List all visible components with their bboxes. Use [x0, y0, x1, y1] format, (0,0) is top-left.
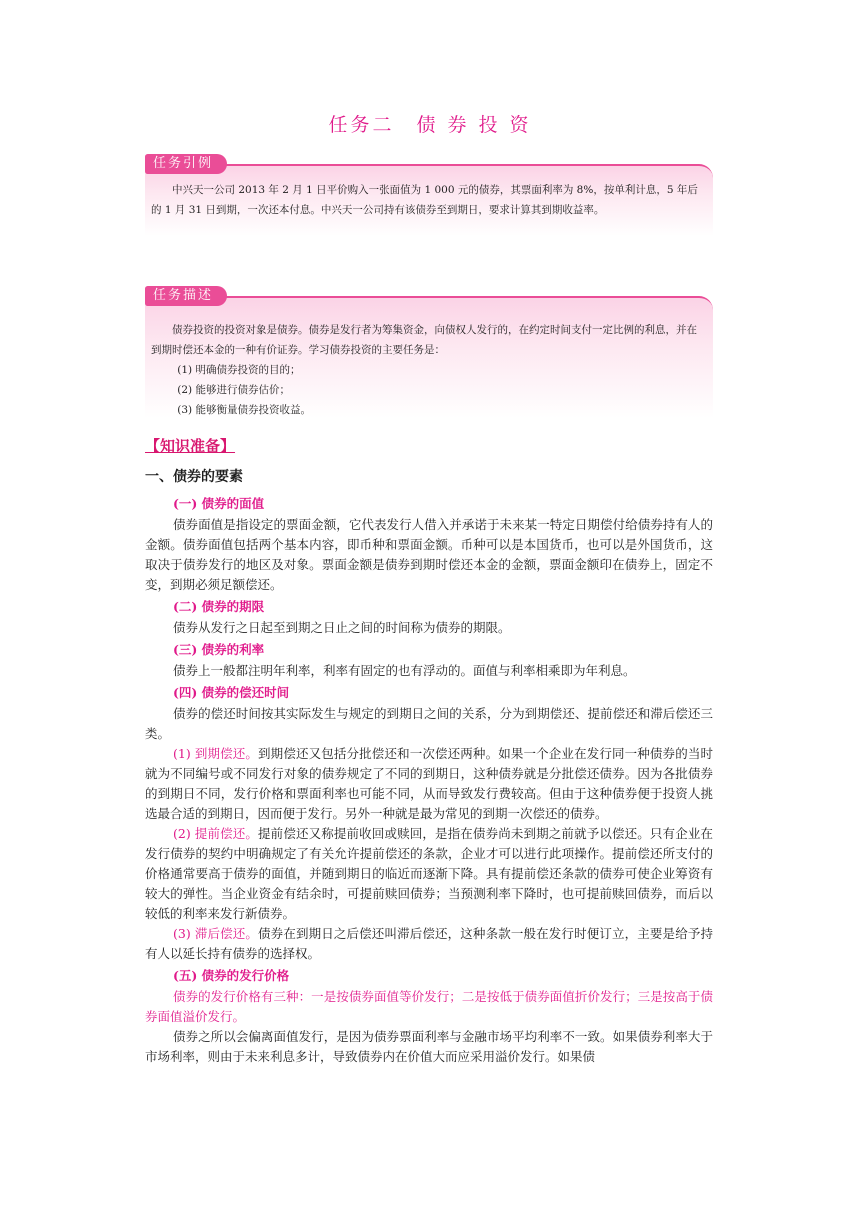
- paragraph: 债券面值是指设定的票面金额，它代表发行人借入并承诺于未来某一特定日期偿付给债券持有人的金额。债券面值包括两个基本内容，即币种和票面金额。币种可以是本国货币，也可以是外国货币，这取决于债券发行的地区及对象。票面金额是债券到期时偿还本金的金额，票面金额印在债券上，固定不变，到期必须足额偿还。: [145, 517, 713, 592]
- paragraph: 债券的偿还时间按其实际发生与规定的到期日之间的关系，分为到期偿还、提前偿还和滞后偿还三类。: [145, 706, 713, 741]
- subsection-heading: (二) 债券的期限: [173, 599, 265, 614]
- knowledge-prep-heading: 【知识准备】: [145, 437, 236, 455]
- item-text: 到期偿还又包括分批偿还和一次偿还两种。如果一个企业在发行同一种债券的当时就为不同编号或不同发行对象的债券规定了不同的到期日，这种债券就是分批偿还债券。因为各批债券的到期日不同，发行价格和票面利率也可能不同，从而导致发行费较高。但由于这种债券便于投资人挑选最合适的到期日，因而便于发行。另外一种就是最为常见的到期一次偿还的债券。: [145, 746, 713, 821]
- task-description-box: [145, 288, 713, 418]
- task-description-tab: 任务描述: [145, 286, 227, 306]
- task-example-tab: 任务引例: [145, 154, 227, 174]
- page-title: 任务二 债 券 投 资: [328, 114, 532, 136]
- item-label: (1) 到期偿还。: [173, 746, 259, 761]
- paragraph: [145, 824, 713, 924]
- task-example-box: [145, 156, 713, 236]
- item-label: (3) 滞后偿还。: [173, 926, 259, 941]
- paragraph: 债券从发行之日起至到期之日止之间的时间称为债券的期限。: [173, 620, 511, 635]
- main-content: [145, 436, 713, 1067]
- subsection-heading: (四) 债券的偿还时间: [173, 685, 290, 700]
- task-description-text: 债券投资的投资对象是债券。债券是发行者为筹集资金，向债权人发行的，在约定时间支付一定比例的利息，并在到期时偿还本金的一种有价证券。学习债券投资的主要任务是：: [151, 324, 697, 356]
- subsection-heading: (一) 债券的面值: [173, 496, 265, 511]
- task-item: (1) 明确债券投资的目的；: [177, 364, 301, 376]
- subsection-heading: (三) 债券的利率: [173, 642, 265, 657]
- paragraph: [145, 744, 713, 824]
- item-text: 债券在到期日之后偿还叫滞后偿还，这种条款一般在发行时便订立，主要是给予持有人以延长持有债券的选择权。: [145, 926, 713, 961]
- item-label: (2) 提前偿还。: [173, 826, 259, 841]
- subsection-heading: (五) 债券的发行价格: [173, 968, 290, 983]
- paragraph: 债券之所以会偏离面值发行，是因为债券票面利率与金融市场平均利率不一致。如果债券利率大于市场利率，则由于未来利息多计，导致债券内在价值大而应采用溢价发行。如果债: [145, 1029, 713, 1064]
- task-item: (3) 能够衡量债券投资收益。: [177, 404, 311, 416]
- paragraph: 债券上一般都注明年利率，利率有固定的也有浮动的。面值与利率相乘即为年利息。: [173, 663, 636, 678]
- item-text: 提前偿还又称提前收回或赎回，是指在债券尚未到期之前就予以偿还。只有企业在发行债券的契约中明确规定了有关允许提前偿还的条款，企业才可以进行此项操作。提前偿还所支付的价格通常要高于债券的面值，并随到期日的临近而逐渐下降。具有提前偿还条款的债券可使企业筹资有较大的弹性。当企业资金有结余时，可提前赎回债券；当预测利率下降时，也可提前赎回债券，而后以较低的利率来发行新债券。: [145, 826, 713, 921]
- task-item: (2) 能够进行债券估价；: [177, 384, 290, 396]
- highlight-paragraph: 债券的发行价格有三种：一是按债券面值等价发行；二是按低于债券面值折价发行；三是按高于债券面值溢价发行。: [145, 989, 713, 1024]
- task-example-text: 中兴天一公司 2013 年 2 月 1 日平价购入一张面值为 1 000 元的债券，其票面利率为 8%，按单利计息，5 年后的 1 月 31 日到期，一次还本付息。中兴天一公司持有该债券至到期日，要求计算其到期收益率。: [151, 184, 698, 216]
- paragraph: [145, 924, 713, 964]
- section-heading: 一、债券的要素: [145, 469, 243, 485]
